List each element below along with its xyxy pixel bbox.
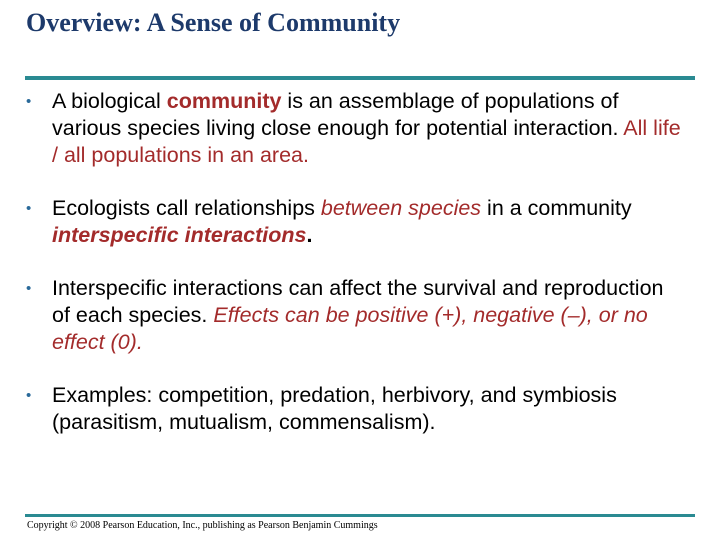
bullet-item [26, 382, 686, 436]
copyright-footer: Copyright © 2008 Pearson Education, Inc., publishing as Pearson Benjamin Cummings [27, 520, 378, 531]
title-divider [25, 76, 695, 80]
bullet-item [26, 88, 686, 169]
bullet-item [26, 195, 686, 249]
bullet-text: Ecologists call relationships [52, 196, 321, 220]
definition-note: All life / all populations in an area. [52, 116, 681, 167]
footer-divider [25, 514, 695, 517]
bullet-list [26, 88, 686, 436]
bullet-dot-icon: • [26, 200, 32, 217]
bullet-text: in a community [481, 196, 632, 220]
bullet-text: A biological [52, 89, 167, 113]
bullet-period: . [306, 223, 313, 247]
bullet-item [26, 275, 686, 356]
emphasis-between-species: between species [320, 196, 482, 220]
bullet-dot-icon: • [26, 387, 32, 404]
bullet-text: Interspecific interactions can affect the survival and reproduction of each species. [52, 276, 664, 327]
term-community: community [166, 89, 282, 113]
bullet-text: is an assemblage of populations of various species living close enough for potential interaction. [52, 89, 624, 140]
bullet-text: Examples: competition, predation, herbivory, and symbiosis (parasitism, mutualism, commensalism). [52, 383, 617, 434]
slide-title: Overview: A Sense of Community [26, 8, 401, 37]
bullet-dot-icon: • [26, 280, 32, 297]
effects-note: Effects can be positive (+), negative (–), or no effect (0). [52, 303, 648, 354]
term-interspecific-interactions: interspecific interactions [52, 223, 307, 247]
bullet-dot-icon: • [26, 93, 32, 110]
